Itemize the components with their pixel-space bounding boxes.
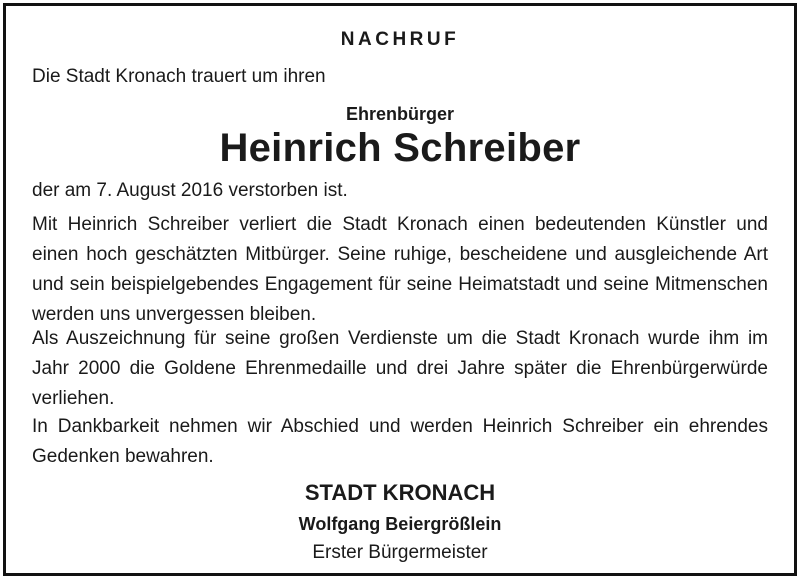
notice-heading: NACHRUF bbox=[340, 29, 460, 50]
honor-title: Ehrenbürger bbox=[345, 104, 455, 124]
obituary-notice bbox=[3, 3, 797, 576]
paragraph-honors: Als Auszeichnung für seine großen Verdienste um die Stadt Kronach wurde ihm im Jahr 2000 die Goldene Ehrenmedaille und drei Jahre später die Ehrenbürgerwürde verliehen. bbox=[32, 328, 768, 409]
death-line: der am 7. August 2016 verstorben ist. bbox=[32, 180, 348, 201]
paragraph-farewell: In Dankbarkeit nehmen wir Abschied und werden Heinrich Schreiber ein ehrendes Gedenken bewahren. bbox=[32, 416, 768, 467]
signer-role: Erster Bürgermeister bbox=[312, 542, 488, 563]
notice-content bbox=[32, 6, 768, 573]
paragraph-tribute: Mit Heinrich Schreiber verliert die Stadt Kronach einen bedeutenden Künstler und einen hoch geschätzten Mitbürger. Seine ruhige, bescheidene und ausgleichende Art und sein beispielgebendes Engagement für seine Heimatstadt und seine Mitmenschen werden uns unvergessen bleiben. bbox=[32, 214, 768, 325]
signer-name: Wolfgang Beiergrößlein bbox=[298, 514, 502, 534]
intro-line: Die Stadt Kronach trauert um ihren bbox=[32, 66, 326, 87]
organization-name: STADT KRONACH bbox=[304, 480, 496, 505]
deceased-name: Heinrich Schreiber bbox=[219, 126, 581, 170]
